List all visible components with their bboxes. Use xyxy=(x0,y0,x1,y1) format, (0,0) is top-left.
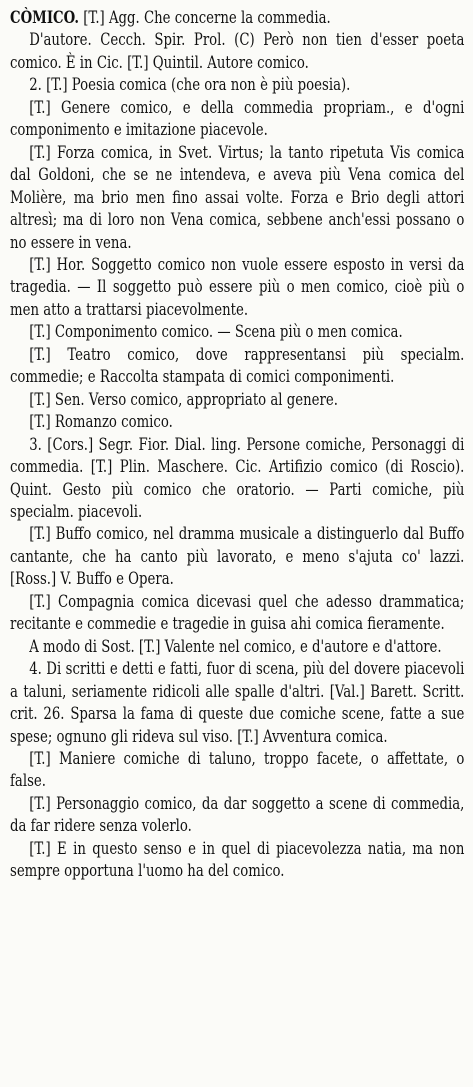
sense-paragraph: [T.] Maniere comiche di taluno, troppo facete, o affettate, o false. xyxy=(10,748,465,791)
dictionary-entry xyxy=(10,6,464,883)
sense-paragraph: [T.] Personaggio comico, da dar soggetto a scene di commedia, da far ridere senza volerlo. xyxy=(10,793,465,836)
sense-paragraph: [T.] Forza comica, in Svet. Virtus; la tanto ripetuta Vis comica dal Goldoni, che se ne intendeva, e aveva più Vena comica del Molière, ma brio men fino assai volte. Forza e Brio degli attori altresì; ma di loro non Vena comica, sebbene anch'essi possano o no essere in vena. xyxy=(10,142,465,252)
sense-paragraph: 4. Di scritti e detti e fatti, fuor di scena, più del dovere piacevoli a taluni, seriamente ridicoli alle spalle d'altri. [Val.] Barett. Scritt. crit. 26. Sparsa la fama di queste due comiche scene, fatte a sue spese; ognuno gli rideva sul viso. [T.] Avventura comica. xyxy=(10,659,465,746)
sense-paragraph: [T.] Teatro comico, dove rappresentansi più specialm. commedie; e Raccolta stampata di comici componimenti. xyxy=(10,344,465,387)
sense-paragraph: [T.] Genere comico, e della commedia propriam., e d'ogni componimento e imitazione piacevole. xyxy=(10,97,465,140)
entry-head xyxy=(10,6,464,29)
sense-paragraph: [T.] Sen. Verso comico, appropriato al genere. xyxy=(29,389,338,409)
sense-paragraph: [T.] Componimento comico. — Scena più o men comica. xyxy=(29,322,403,342)
sense-paragraph: 2. [T.] Poesia comica (che ora non è più poesia). xyxy=(29,75,351,95)
sense-paragraph: A modo di Sost. [T.] Valente nel comico, e d'autore e d'attore. xyxy=(29,636,442,656)
headword: CÒMICO. xyxy=(10,7,80,27)
sense-paragraph: [T.] Hor. Soggetto comico non vuole essere esposto in versi da tragedia. — Il soggetto può essere più o men comico, cioè più o men atto a trattarsi piacevolmente. xyxy=(10,254,465,319)
sense-paragraph: [T.] Compagnia comica dicevasi quel che adesso drammatica; recitante e commedie e tragedie in guisa ahi comica fieramente. xyxy=(10,591,465,634)
sense-paragraph: [T.] Romanzo comico. xyxy=(29,412,173,432)
definition-intro: [T.] Agg. Che concerne la commedia. xyxy=(83,8,331,27)
sense-paragraph: [T.] Buffo comico, nel dramma musicale a distinguerlo dal Buffo cantante, che ha canto più lavorato, e meno s'ajuta co' lazzi. [Ross.] V. Buffo e Opera. xyxy=(10,524,465,589)
sense-paragraph: [T.] E in questo senso e in quel di piacevolezza natia, ma non sempre opportuna l'uomo ha del comico. xyxy=(10,838,465,881)
sense-paragraph: 3. [Cors.] Segr. Fior. Dial. ling. Persone comiche, Personaggi di commedia. [T.] Plin. Maschere. Cic. Artifizio comico (di Roscio). Quint. Gesto più comico che oratorio. — Parti comiche, più specialm. piacevoli. xyxy=(10,434,465,521)
sense-paragraph: D'autore. Cecch. Spir. Prol. (C) Però non tien d'esser poeta comico. È in Cic. [T.] Quintil. Autore comico. xyxy=(10,30,465,72)
